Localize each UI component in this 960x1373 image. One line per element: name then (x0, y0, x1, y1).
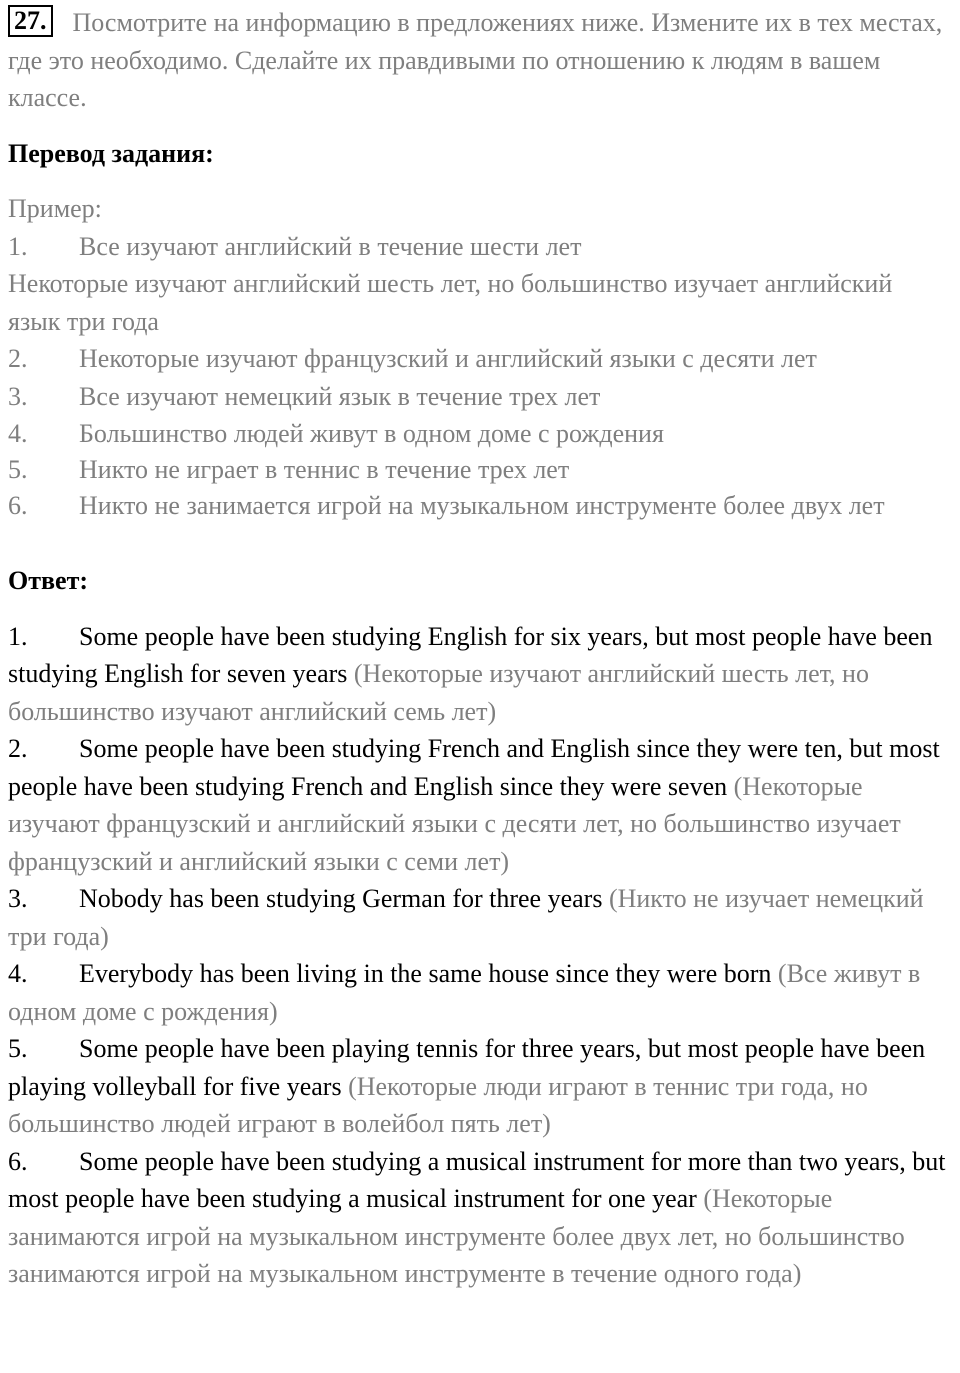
item-number: 6. (8, 490, 28, 520)
item-number: 3. (8, 381, 28, 411)
answer-block (8, 618, 950, 1293)
item-number: 4. (8, 959, 28, 988)
item-number: 6. (8, 1146, 28, 1176)
answer-english: Everybody has been living in the same house since they were born (79, 959, 772, 988)
translation-item (8, 415, 950, 453)
item-text: Все изучают английский в течение шести лет (79, 231, 582, 261)
translation-item (8, 453, 950, 487)
answer-item (8, 880, 950, 955)
translation-heading: Перевод задания: (8, 138, 214, 168)
translation-item (8, 340, 950, 378)
answer-item (8, 730, 950, 880)
task-number: 27. (8, 5, 53, 37)
translation-block (8, 190, 950, 524)
translation-item (8, 265, 950, 340)
answer-english: Some people have been studying a musical instrument for more than two years, but most people have been studying a musical instrument for one year (8, 1146, 946, 1213)
answer-item (8, 1030, 950, 1143)
answer-item (8, 955, 950, 1030)
item-text: Некоторые изучают французский и английский языки с десяти лет (79, 344, 817, 373)
translation-item (8, 487, 950, 525)
answer-item (8, 618, 950, 731)
item-number: 2. (8, 344, 28, 373)
item-number: 5. (8, 1034, 28, 1063)
answer-item (8, 1143, 950, 1293)
item-text: Большинство людей живут в одном доме с рождения (79, 419, 664, 448)
item-number: 2. (8, 734, 28, 763)
answer-russian: (Никто не изучает немецкий три года) (8, 884, 924, 951)
translation-item (8, 378, 950, 416)
answer-russian: (Некоторые изучают французский и английский языки с десяти лет, но большинство изучает французский и английский языки с семи лет) (8, 771, 901, 876)
item-text: Некоторые изучают английский шесть лет, но большинство изучает английский язык три года (8, 269, 893, 336)
answer-russian: (Некоторые занимаются игрой на музыкальном инструменте более двух лет, но большинство занимаются игрой на музыкальном инструменте в течение одного года) (8, 1184, 905, 1288)
answer-english: Nobody has been studying German for three years (79, 884, 603, 913)
example-label: Пример: (8, 194, 102, 223)
item-text: Никто не играет в теннис в течение трех лет (79, 454, 570, 484)
item-number: 4. (8, 419, 28, 448)
answer-english: Some people have been playing tennis for three years, but most people have been playing volleyball for five years (8, 1034, 926, 1101)
item-text: Никто не занимается игрой на музыкальном инструменте более двух лет (79, 490, 885, 520)
answer-russian: (Все живут в одном доме с рождения) (8, 959, 921, 1026)
item-text: Все изучают немецкий язык в течение трех лет (79, 381, 601, 411)
item-number: 1. (8, 621, 28, 651)
task-text: Посмотрите на информацию в предложениях ниже. Измените их в тех местах, где это необходимо. Сделайте их правдивыми по отношению к людям в вашем классе. (8, 8, 943, 112)
answer-russian: (Некоторые изучают английский шесть лет, но большинство изучают английский семь лет) (8, 659, 869, 726)
answer-english: Some people have been studying English for six years, but most people have been studying English for seven years (8, 621, 933, 688)
item-number: 1. (8, 231, 28, 261)
task-paragraph (8, 4, 950, 117)
translation-item (8, 228, 950, 266)
answer-russian: (Некоторые люди играют в теннис три года, но большинство людей играют в волейбол пять лет) (8, 1071, 868, 1138)
answer-heading: Ответ: (8, 566, 89, 595)
item-number: 3. (8, 884, 28, 913)
answer-english: Some people have been studying French and English since they were ten, but most people have been studying French and English since they were seven (8, 734, 940, 801)
item-number: 5. (8, 454, 28, 484)
